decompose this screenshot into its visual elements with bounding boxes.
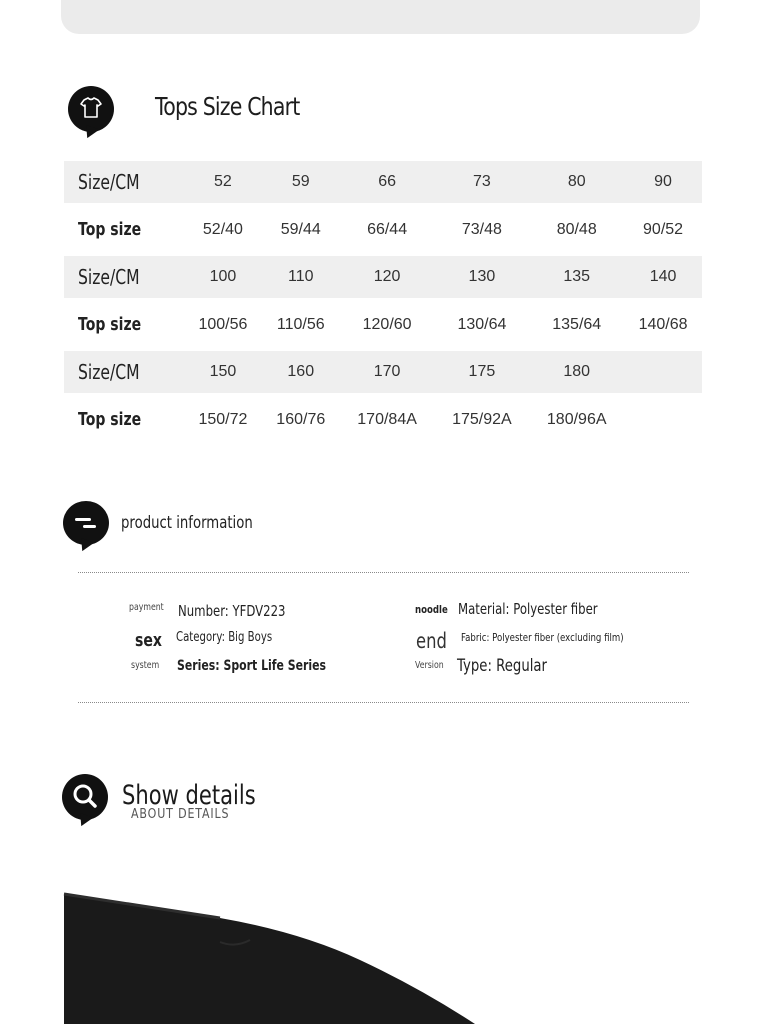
size-cell: 175/92A [452, 410, 512, 428]
size-cell: 52 [214, 173, 232, 190]
size-cell: 90 [654, 173, 672, 190]
size-cell: 80/48 [556, 220, 597, 238]
size-cell: 80 [567, 173, 586, 190]
top-size-row [64, 203, 702, 256]
label-sex: sex [135, 630, 162, 651]
size-cell: 135 [563, 268, 591, 285]
row-header [64, 351, 184, 393]
product-series: Series: Sport Life Series [177, 658, 327, 674]
row-header-label: Size/CM [78, 360, 140, 384]
label-end: end [416, 629, 447, 653]
label-system: system [131, 660, 160, 671]
size-cell [624, 351, 702, 393]
show-details-title: Show details [122, 780, 256, 811]
top-size-row [64, 393, 702, 446]
row-header-label: Top size [78, 409, 142, 430]
size-cell: 180 [563, 363, 591, 380]
label-version: Version [415, 660, 444, 671]
size-row [64, 161, 702, 203]
size-cell: 140 [649, 268, 677, 285]
divider-top [78, 572, 689, 573]
product-photo [0, 880, 768, 1024]
row-header-label: Top size [78, 314, 142, 335]
size-cell: 150 [209, 363, 237, 380]
product-number: Number: YFDV223 [178, 602, 286, 620]
size-cell: 66 [378, 173, 396, 190]
size-row [64, 351, 702, 393]
size-cell: 110/56 [276, 315, 325, 333]
size-cell: 100 [209, 268, 237, 285]
size-chart-title: Tops Size Chart [155, 92, 300, 121]
size-cell: 66/44 [367, 220, 408, 238]
size-cell: 73 [473, 173, 491, 190]
row-header [64, 161, 184, 203]
label-noodle: noodle [415, 603, 448, 616]
size-cell: 130/64 [457, 315, 507, 333]
row-header-label: Size/CM [78, 265, 140, 289]
size-cell: 175 [468, 363, 496, 380]
size-cell [624, 393, 702, 446]
row-header [64, 203, 184, 256]
top-size-row [64, 298, 702, 351]
size-cell: 90/52 [643, 220, 684, 238]
label-payment: payment [129, 602, 164, 613]
size-cell: 59/44 [280, 220, 321, 238]
row-header [64, 298, 184, 351]
product-info-title: product information [121, 513, 253, 533]
divider-bottom [78, 702, 689, 703]
size-cell: 160/76 [276, 410, 326, 428]
tshirt-icon [68, 86, 114, 132]
size-cell: 170 [373, 363, 401, 380]
size-chart-table [64, 161, 702, 446]
size-cell: 110 [288, 268, 314, 285]
top-card [61, 0, 700, 34]
size-cell: 160 [287, 363, 315, 380]
row-header-label: Size/CM [78, 170, 140, 194]
size-cell: 140/68 [638, 315, 688, 333]
size-cell: 59 [291, 173, 310, 190]
size-cell: 52/40 [202, 220, 243, 238]
size-cell: 73/48 [461, 220, 502, 238]
chat-lines-icon [63, 501, 109, 545]
size-cell: 120/60 [362, 315, 412, 333]
search-icon [62, 774, 108, 820]
product-material: Material: Polyester fiber [458, 600, 598, 618]
product-fabric: Fabric: Polyester fiber (excluding film) [461, 631, 624, 644]
size-cell: 130 [468, 268, 496, 285]
size-cell: 120 [373, 268, 401, 285]
row-header-label: Top size [78, 219, 142, 240]
show-details-subtitle: ABOUT DETAILS [131, 807, 230, 822]
size-row [64, 256, 702, 298]
row-header [64, 393, 184, 446]
size-cell: 180/96A [546, 410, 607, 428]
size-cell: 150/72 [198, 410, 248, 428]
row-header [64, 256, 184, 298]
product-type: Type: Regular [457, 656, 548, 676]
size-cell: 170/84A [357, 410, 417, 428]
size-cell: 135/64 [552, 315, 602, 333]
product-category: Category: Big Boys [176, 630, 273, 645]
size-cell: 100/56 [198, 315, 248, 333]
